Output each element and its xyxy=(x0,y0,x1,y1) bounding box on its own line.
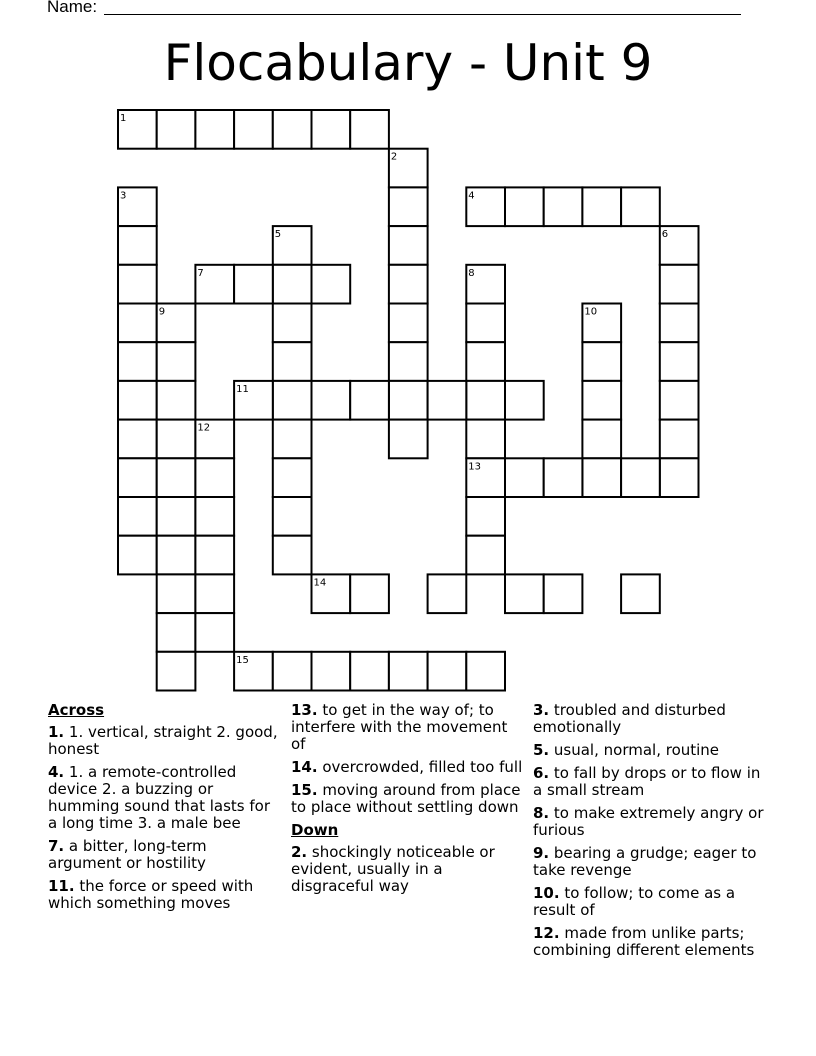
grid-cell[interactable] xyxy=(157,458,196,497)
grid-cell[interactable] xyxy=(157,110,196,149)
clue-item-text: a bitter, long-term argument or hostility xyxy=(48,837,207,872)
clue-item-number: 2. xyxy=(291,843,308,861)
grid-cell[interactable] xyxy=(118,226,157,265)
across-clue-list xyxy=(48,724,280,912)
grid-cell[interactable] xyxy=(389,304,428,343)
clue-item-number: 6. xyxy=(533,764,550,782)
grid-cell[interactable] xyxy=(389,226,428,265)
grid-cell[interactable] xyxy=(621,458,660,497)
grid-cell[interactable] xyxy=(660,381,699,420)
grid-cell[interactable] xyxy=(621,187,660,226)
grid-cell[interactable] xyxy=(118,458,157,497)
clue-item-text: to get in the way of; to interfere with the movement of xyxy=(291,701,508,753)
clue-number-label: 11 xyxy=(236,383,249,395)
clue-item-text: to fall by drops or to flow in a small stream xyxy=(533,764,761,799)
clue-item xyxy=(48,724,280,758)
clue-number-label: 15 xyxy=(236,654,249,666)
grid-cell[interactable] xyxy=(428,381,467,420)
grid-cell[interactable] xyxy=(157,381,196,420)
grid-cell[interactable] xyxy=(195,110,234,149)
grid-cell[interactable] xyxy=(157,613,196,652)
grid-cell[interactable] xyxy=(582,187,621,226)
grid-cell[interactable] xyxy=(466,497,505,536)
grid-cell[interactable] xyxy=(544,458,583,497)
clue-item-number: 5. xyxy=(533,741,550,759)
grid-cell[interactable] xyxy=(389,652,428,691)
grid-cell[interactable] xyxy=(466,381,505,420)
clue-item xyxy=(533,805,773,839)
clue-number-label: 13 xyxy=(468,461,482,473)
grid-cell[interactable] xyxy=(582,342,621,381)
clue-item xyxy=(533,845,773,879)
grid-cell[interactable] xyxy=(582,381,621,420)
grid-cell[interactable] xyxy=(505,574,544,613)
grid-cell[interactable] xyxy=(273,381,312,420)
grid-cell[interactable] xyxy=(428,652,467,691)
clue-item-text: moving around from place to place without settling down xyxy=(291,781,521,816)
grid-cell[interactable] xyxy=(660,342,699,381)
grid-cell[interactable] xyxy=(389,187,428,226)
clue-item-number: 11. xyxy=(48,877,75,895)
clue-number-label: 10 xyxy=(584,306,598,318)
grid-cell[interactable] xyxy=(582,458,621,497)
clue-column-1 xyxy=(48,702,280,918)
grid-cell[interactable] xyxy=(157,652,196,691)
grid-cell[interactable] xyxy=(312,265,351,304)
grid-cell[interactable] xyxy=(466,342,505,381)
grid-cell[interactable] xyxy=(157,497,196,536)
grid-cell[interactable] xyxy=(118,342,157,381)
grid-cell[interactable] xyxy=(273,652,312,691)
grid-cell[interactable] xyxy=(544,574,583,613)
clue-item-text: bearing a grudge; eager to take revenge xyxy=(533,844,757,879)
grid-cell[interactable] xyxy=(195,613,234,652)
clue-number-label: 5 xyxy=(274,229,282,241)
grid-cell[interactable] xyxy=(312,110,351,149)
grid-cell[interactable] xyxy=(660,304,699,343)
grid-cell[interactable] xyxy=(273,536,312,575)
grid-cell[interactable] xyxy=(312,381,351,420)
clue-item xyxy=(48,764,280,832)
clue-item-text: shockingly noticeable or evident, usually in a disgraceful way xyxy=(291,843,495,895)
clue-item xyxy=(291,759,523,776)
grid-cell[interactable] xyxy=(660,265,699,304)
down-heading: Down xyxy=(291,821,339,839)
name-label: Name: xyxy=(47,0,98,16)
clue-item-text: made from unlike parts; combining different elements xyxy=(533,924,755,959)
grid-cell[interactable] xyxy=(660,458,699,497)
grid-cell[interactable] xyxy=(350,381,389,420)
clue-item-text: to make extremely angry or furious xyxy=(533,804,764,839)
clue-number-label: 12 xyxy=(197,422,211,434)
clue-item xyxy=(291,782,523,816)
clue-item-text: 1. a remote-controlled device 2. a buzzing or humming sound that lasts for a long time 3. a male bee xyxy=(48,763,270,832)
clue-item-text: overcrowded, filled too full xyxy=(317,758,523,776)
grid-cell[interactable] xyxy=(505,187,544,226)
clue-number-label: 1 xyxy=(120,113,127,124)
clue-item-text: the force or speed with which something moves xyxy=(48,877,254,912)
grid-cell[interactable] xyxy=(195,574,234,613)
grid-cell[interactable] xyxy=(350,652,389,691)
grid-cell[interactable] xyxy=(505,458,544,497)
page-title: Flocabulary - Unit 9 xyxy=(163,34,653,92)
clue-number-label: 14 xyxy=(313,577,327,589)
clue-item xyxy=(533,885,773,919)
clue-column-3 xyxy=(533,702,773,965)
grid-cell[interactable] xyxy=(389,265,428,304)
clue-item-number: 3. xyxy=(533,701,550,719)
clue-item-number: 12. xyxy=(533,924,560,942)
clue-number-label: 7 xyxy=(197,267,204,279)
clue-item-text: 1. vertical, straight 2. good, honest xyxy=(48,723,278,758)
clue-item xyxy=(291,844,523,895)
grid-cell[interactable] xyxy=(157,420,196,459)
clue-item xyxy=(533,925,773,959)
grid-cell[interactable] xyxy=(157,536,196,575)
down-clue-list-continued xyxy=(533,702,773,959)
grid-cell[interactable] xyxy=(157,342,196,381)
grid-cell[interactable] xyxy=(273,342,312,381)
clue-item xyxy=(48,838,280,872)
clue-number-label: 6 xyxy=(661,229,669,241)
clue-item-text: troubled and disturbed emotionally xyxy=(533,701,726,736)
grid-cell[interactable] xyxy=(466,420,505,459)
clue-item-number: 9. xyxy=(533,844,550,862)
grid-cell[interactable] xyxy=(118,265,157,304)
clue-number-label: 4 xyxy=(468,190,475,202)
grid-cell[interactable] xyxy=(273,110,312,149)
grid-cell[interactable] xyxy=(234,265,273,304)
clue-column-2 xyxy=(291,702,523,901)
clue-item xyxy=(48,878,280,912)
grid-cell[interactable] xyxy=(389,381,428,420)
clue-item-number: 15. xyxy=(291,781,318,799)
clue-item-number: 10. xyxy=(533,884,560,902)
grid-cell[interactable] xyxy=(273,458,312,497)
grid-cell[interactable] xyxy=(428,574,467,613)
grid-cell[interactable] xyxy=(660,420,699,459)
grid-cell[interactable] xyxy=(118,381,157,420)
grid-cell[interactable] xyxy=(118,497,157,536)
grid-cell[interactable] xyxy=(544,187,583,226)
grid-cell[interactable] xyxy=(273,420,312,459)
grid-cell[interactable] xyxy=(195,458,234,497)
grid-cell[interactable] xyxy=(118,536,157,575)
clue-item-number: 1. xyxy=(48,723,65,741)
clue-item xyxy=(291,702,523,753)
clue-item-number: 14. xyxy=(291,758,318,776)
grid-cell[interactable] xyxy=(350,110,389,149)
clue-item xyxy=(533,742,773,759)
clue-item-text: usual, normal, routine xyxy=(549,741,720,759)
grid-cell[interactable] xyxy=(582,420,621,459)
grid-cell[interactable] xyxy=(466,652,505,691)
grid-cell[interactable] xyxy=(389,420,428,459)
grid-cell[interactable] xyxy=(195,497,234,536)
clue-item xyxy=(533,765,773,799)
clue-item-number: 13. xyxy=(291,701,318,719)
across-heading: Across xyxy=(48,701,105,719)
across-clue-list-continued xyxy=(291,702,523,816)
grid-cell[interactable] xyxy=(312,652,351,691)
grid-cell[interactable] xyxy=(273,304,312,343)
grid-cell[interactable] xyxy=(466,304,505,343)
grid-cell[interactable] xyxy=(350,574,389,613)
clue-item xyxy=(533,702,773,736)
grid-cell[interactable] xyxy=(466,536,505,575)
clue-number-label: 9 xyxy=(158,306,166,318)
grid-cell[interactable] xyxy=(621,574,660,613)
grid-cell[interactable] xyxy=(118,420,157,459)
clue-item-number: 4. xyxy=(48,763,65,781)
clue-number-label: 8 xyxy=(468,267,475,279)
grid-cell[interactable] xyxy=(234,110,273,149)
grid-cell[interactable] xyxy=(389,342,428,381)
grid-cell[interactable] xyxy=(273,497,312,536)
down-clue-list xyxy=(291,844,523,895)
clue-item-number: 8. xyxy=(533,804,550,822)
clue-item-number: 7. xyxy=(48,837,65,855)
grid-cell[interactable] xyxy=(505,381,544,420)
grid-cell[interactable] xyxy=(195,536,234,575)
clue-item-text: to follow; to come as a result of xyxy=(533,884,736,919)
grid-cell[interactable] xyxy=(157,574,196,613)
clue-number-label: 3 xyxy=(120,190,127,202)
grid-cell[interactable] xyxy=(273,265,312,304)
clue-number-label: 2 xyxy=(390,151,398,163)
grid-cell[interactable] xyxy=(118,304,157,343)
